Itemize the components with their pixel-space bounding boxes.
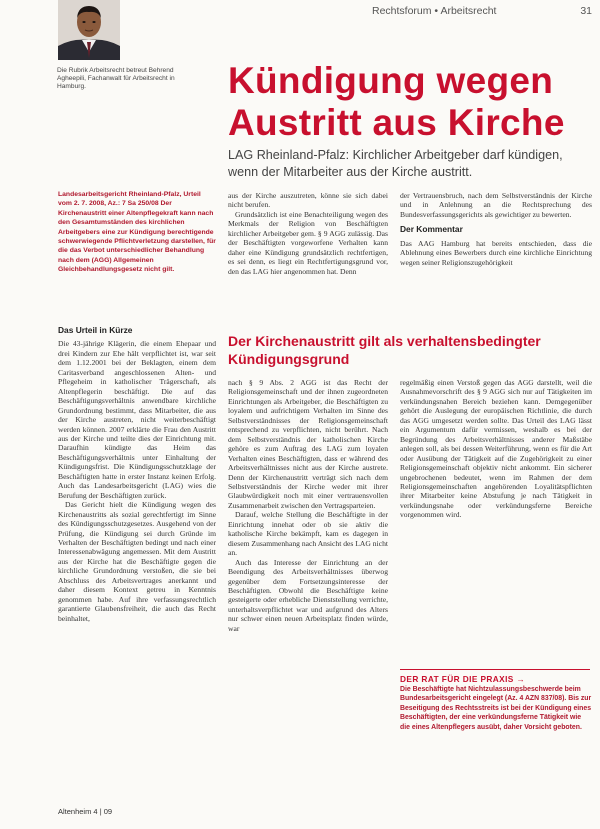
practice-tip-text: Die Beschäftigte hat Nichtzulassungsbeschwerde beim Bundesarbeitsgericht eingelegt (Az. 4 AZN 837/08). Bis zur Beseitigung des Rechtsstreits ist bei der Kündigung eines Beschäftigten, der eine verkündungsferne Tätigkeit wie die eines Altenpflegers ausübt, daher Vorsicht geboten. (400, 686, 592, 731)
body-paragraph: Darauf, welche Stellung die Beschäftigte in der Einrichtung innehat oder ob sie aktiv die katholische Kirche bekämpft, kam es dagegen in diesem Zusammenhang nach Ansicht des LAG nicht an. (228, 510, 388, 558)
article-title: Kündigung wegen Austritt aus Kirche (228, 60, 565, 143)
column-3-top (400, 191, 592, 267)
running-head (372, 5, 592, 17)
column-2-top (228, 191, 388, 276)
body-paragraph: der Vertrauensbruch, nach dem Selbstverständnis der Kirche und in Anlehnung an die Rechtsprechung des Bundesverfassungsgerichts als gewichtiger zu bewerten. (400, 191, 592, 219)
page-number: 31 (580, 5, 592, 17)
column-2-bottom (228, 378, 388, 633)
column-1 (58, 326, 216, 623)
kommentar-paragraph: Das AAG Hamburg hat bereits entschieden, dass die Ablehnung eines Bewerbers durch eine kirchliche Einrichtung wegen seiner Religionszugehörigkeit (400, 238, 592, 267)
urteil-paragraph: Das Gericht hielt die Kündigung wegen des Kirchenaustritts als sozial gerechtfertigt im Sinne des Kündigungsschutzgesetzes. Ausgehend von der Prüfung, die Kündigung sei durch Gründe im Verhalten der Beschäftigten bedingt und nach einer Interessenabwägung angemessen. Mit dem Austritt aus der Kirche hat die Beschäftigte gegen die kirchliche Grundordnung verstoßen, die sie bei Abschluss des Arbeitsvertrages anerkannt und daher diesem Kontext getreu in Kenntnis genommen habe. Auf ihre verfassungsrechtlich garantierte Glaubensfreiheit, die auch das Recht beinhaltet, (58, 500, 216, 623)
verdict-summary: Landesarbeitsgericht Rheinland-Pfalz, Urteil vom 2. 7. 2008, Az.: 7 Sa 250/08 Der Kirchenaustritt einer Altenpflegekraft kann nach den Gesamtumständen des kirchlichen Arbeitgebers eine zur Kündigung berechtigende schwerwiegende Pflichtverletzung darstellen, für die das Verbot unterschiedlicher Behandlung nach dem (AGG) Allgemeinen Gleichbehandlungsgesetz nicht gilt. (58, 191, 216, 274)
page-footer: Altenheim 4 | 09 (58, 807, 113, 816)
section-heading: Der Kirchenaustritt gilt als verhaltensbedingter Kündigungsgrund (228, 333, 541, 367)
body-paragraph: Grundsätzlich ist eine Benachteiligung wegen des Merkmals der Religion von Beschäftigten kirchlicher Arbeitgeber gem. § 9 AGG zulässig. Das der Beschäftigten vorgeworfene Verhalten kann daher eine Kündigung grundsätzlich rechtfertigen, es sei denn, es liegt ein Rechtfertigungsgrund vor, den das LAG hier angenommen hat. Denn (228, 209, 388, 276)
running-head-section: Rechtsforum • Arbeitsrecht (372, 5, 497, 17)
photo-caption: Die Rubrik Arbeitsrecht betreut Behrend Agheepili, Fachanwalt für Arbeitsrecht in Hamburg. (57, 67, 175, 91)
urteil-heading: Das Urteil in Kürze (58, 325, 133, 335)
kommentar-heading: Der Kommentar (400, 224, 463, 235)
article-subtitle: LAG Rheinland-Pfalz: Kirchlicher Arbeitgeber darf kündigen, wenn der Mitarbeiter aus der Kirche austritt. (228, 148, 563, 179)
body-paragraph: Auch das Interesse der Einrichtung an der Beendigung des Arbeitsverhältnisses überwog gegenüber dem Fortsetzungsinteresse der Beschäftigten. Obwohl die Beschäftigte keine gesteigerte oder erhebliche Dienststellung verrichte, unterhaltsverpflichtet war und aufgrund des Alters nur schwer einen neuen Arbeitsplatz finden würde, war (228, 557, 388, 633)
practice-tip-heading: DER RAT FÜR DIE PRAXIS → (400, 669, 590, 684)
author-portrait-image (58, 0, 120, 60)
body-paragraph: aus der Kirche auszutreten, könne sie sich dabei nicht berufen. (228, 191, 388, 210)
body-paragraph: nach § 9 Abs. 2 AGG ist das Recht der Religionsgemeinschaft und der ihnen zugeordneten Einrichtungen als Arbeitgeber, die Beschäftigten zu loyalem und aufrichtigem Verhalten im Sinne des Selbstverständnisses der Religionsgemeinschaft entsprechend zu verpflichten, nicht berührt. Nach dem Selbstverständnis der katholischen Kirche gehöre es zum Auftrag des LAG zum loyalen Verhalten eines Beschäftigten, dass er während des Arbeitsverhältnisses nicht aus der Kirche austrete. Denn der Kirchenaustritt verträgt sich nach dem Selbstverständnis der Kirche weder mit ihrer Glaubwürdigkeit noch mit einer vertrauensvollen Zusammenarbeit zwischen den Vertragsparteien. (228, 378, 388, 510)
column-3-bottom (400, 378, 592, 520)
body-paragraph: regelmäßig einen Verstoß gegen das AGG darstellt, weil die Ausnahmevorschrift des § 9 AGG sich nur auf Tätigkeiten im verkündungsnahen Bereich beziehen kann. Demgegenüber gehört die Auslegung der europäischen Richtlinie, die durch das AGG umgesetzt werden sollte. Das Urteil des LAG lässt ein Argumentum dafür vermissen, weshalb es bei der Begründung des Arbeitsverhältnisses anderer Maßstäbe anlegen soll, als bei dessen Weiterführung, wenn es für die Art oder Ausübung der Tätigkeit auf die Zugehörigkeit zu einer Religionsgemeinschaft objektiv nicht ankommt. Ein sicherer ungebrochenen bedeutet, wenn im Rahmen der dem Religionsgemeinschaften angehörenden Loyalitätspflichten ihrer Mitarbeiter keine Abstufung je nach Tätigkeit in verkündungsnahe oder verkündungsferne Bereiche vorgenommen wird. (400, 378, 592, 520)
urteil-paragraph: Die 43-jährige Klägerin, die einem Ehepaar und drei Kindern zur Ehe hält verpflichtet ist, war seit dem 1.12.2001 bei der Beklagten, einem dem Caritasverband angeschlossenen Alten- und Pflegeheim in katholischer Trägerschaft, als Altenpflegerin beschäftigt. Die auf das Beschäftigungsverhältnis anwendbare kirchliche Grundordnung bestimmt, dass Mitarbeiter, die aus der Kirche austreten, nicht weiterbeschäftigt werden können. 2007 erklärte die Frau den Austritt aus der Kirche und teilte dies der Einrichtung mit. Daraufhin kündigte das Heim das Beschäftigungsverhältnis unter Einhaltung der Kündigungsfrist. Die Kündigungsschutzklage der Beschäftigten hatte in erster Instanz keinen Erfolg. Auch das Landesarbeitsgericht (LAG) wies die Berufung der Beschäftigten zurück. (58, 339, 216, 500)
author-photo (58, 0, 120, 60)
